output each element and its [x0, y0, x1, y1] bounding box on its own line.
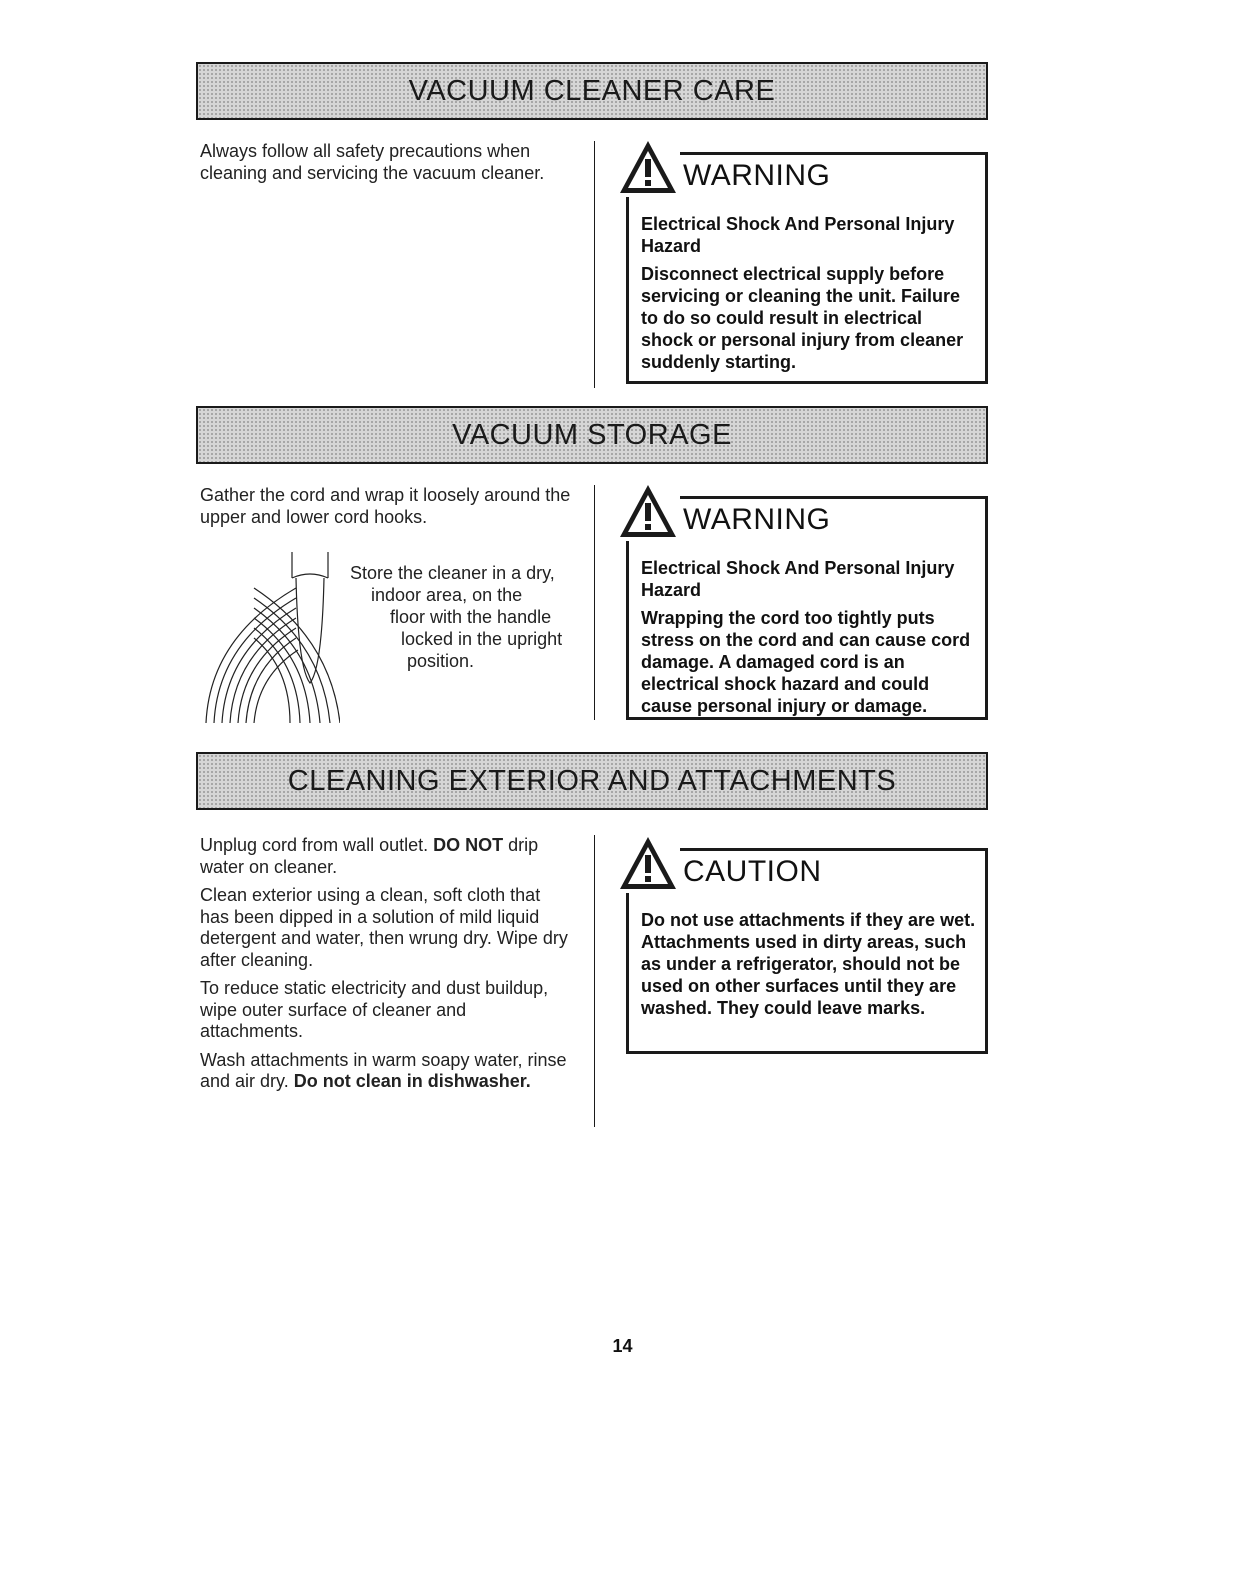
column-divider [594, 835, 595, 1127]
column-divider [594, 485, 595, 720]
section-title: VACUUM STORAGE [452, 418, 732, 451]
paragraph: Clean exterior using a clean, soft cloth that has been dipped in a solution of mild liquid detergent and water, then wrung dry. Wipe dry after cleaning. [200, 885, 568, 970]
section-banner-cleaning-exterior [196, 752, 988, 810]
alert-text: Disconnect electrical supply before servicing or cleaning the unit. Failure to do so could result in electrical shock or personal injury from cleaner suddenly starting. [641, 264, 964, 372]
bold-span: Do not clean in dishwasher. [293, 1071, 531, 1091]
text-span: Unplug cord from wall outlet. [200, 835, 434, 855]
store-text-line: position. [407, 651, 475, 671]
paragraph: Gather the cord and wrap it loosely around the upper and lower cord hooks. [200, 485, 571, 527]
text-span: Wash attachments in warm soapy water, rinse and air dry. [200, 1049, 567, 1091]
section-text [200, 141, 560, 191]
bold-span: DO NOT [433, 835, 504, 855]
alert-heading: Electrical Shock And Personal Injury Hazard [641, 214, 955, 256]
paragraph [200, 1050, 572, 1093]
alert-body [641, 909, 977, 1025]
store-text-line: locked in the upright [401, 629, 563, 649]
section-title: VACUUM CLEANER CARE [408, 74, 776, 107]
warning-box [626, 496, 988, 720]
alert-title: CAUTION [683, 855, 822, 888]
column-divider [594, 141, 595, 388]
alert-text: Wrapping the cord too tightly puts stress on the cord and can cause cord damage. A damaged cord is an electrical shock hazard and could cause personal injury or damage. [641, 608, 971, 716]
paragraph: To reduce static electricity and dust buildup, wipe outer surface of cleaner and attachments. [200, 978, 549, 1041]
section-banner-vacuum-cleaner-care [196, 62, 988, 120]
alert-title: WARNING [683, 159, 831, 192]
alert-title: WARNING [683, 503, 831, 536]
section-text [200, 485, 580, 535]
alert-text: Do not use attachments if they are wet. Attachments used in dirty areas, such as under a refrigerator, should not be used on other surfaces until they are washed. They could leave marks. [641, 910, 976, 1018]
warning-box [626, 152, 988, 384]
warning-triangle-icon [616, 481, 680, 541]
page-number: 14 [612, 1336, 633, 1356]
text-span: drip water on cleaner. [200, 835, 539, 877]
alert-body [641, 213, 977, 379]
store-text-line: Store the cleaner in a dry, [350, 563, 555, 583]
paragraph: Always follow all safety precautions when cleaning and servicing the vacuum cleaner. [200, 141, 545, 183]
alert-heading: Electrical Shock And Personal Injury Hazard [641, 558, 955, 600]
paragraph [200, 835, 572, 878]
section-banner-vacuum-storage [196, 406, 988, 464]
caution-box [626, 848, 988, 1054]
section-text [200, 835, 572, 1100]
warning-triangle-icon [616, 833, 680, 893]
store-text-line: floor with the handle [390, 607, 552, 627]
store-text-line: indoor area, on the [371, 585, 523, 605]
vacuum-storage-illustration [200, 548, 340, 723]
section-title: CLEANING EXTERIOR AND ATTACHMENTS [287, 764, 897, 797]
warning-triangle-icon [616, 137, 680, 197]
alert-body [641, 557, 977, 723]
